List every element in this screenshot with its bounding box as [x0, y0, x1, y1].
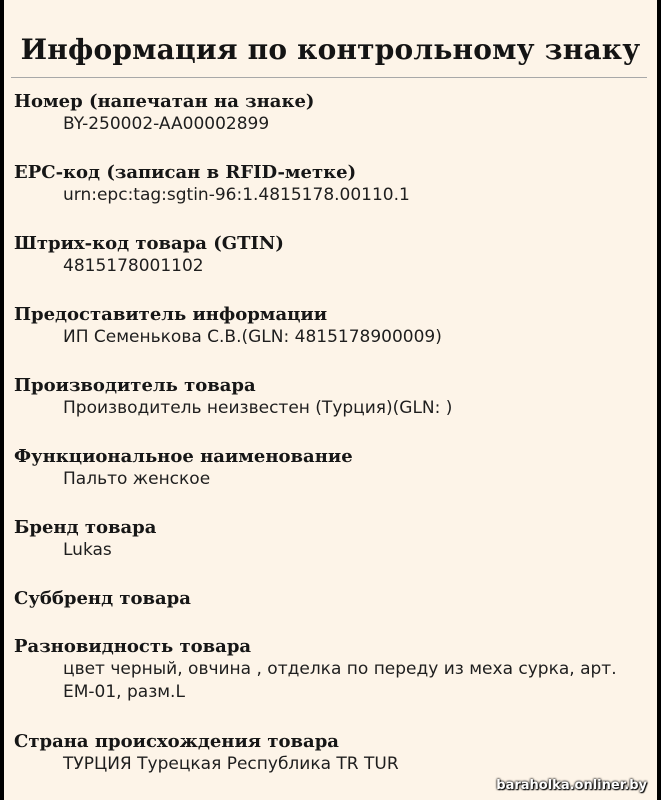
- field-product-variant: [14, 635, 654, 704]
- field-label: Бренд товара: [14, 517, 157, 538]
- field-value[interactable]: 4815178001102: [63, 256, 204, 276]
- field-label: Функциональное наименование: [14, 446, 353, 467]
- site-watermark: baraholka.onliner.by: [496, 778, 647, 793]
- sign-info-page: [4, 0, 657, 800]
- field-label: Предоставитель информации: [14, 304, 328, 325]
- field-manufacturer: [14, 374, 654, 420]
- field-value[interactable]: ТУРЦИЯ Турецкая Республика TR TUR: [63, 754, 399, 774]
- field-label: Производитель товара: [14, 375, 256, 396]
- field-subbrand: [14, 587, 654, 610]
- field-label: Суббренд товара: [14, 588, 191, 609]
- field-label: Штрих-код товара (GTIN): [14, 233, 284, 254]
- field-value[interactable]: цвет черный, овчина , отделка по переду из меха сурка, арт. EM-01, разм.L: [63, 659, 617, 702]
- page-title: Информация по контрольному знаку: [20, 33, 641, 66]
- field-value[interactable]: Пальто женское: [63, 469, 211, 489]
- field-value[interactable]: Lukas: [63, 540, 112, 560]
- field-info-provider: [14, 303, 654, 349]
- title-divider: [11, 77, 647, 78]
- field-label: Разновидность товара: [14, 636, 252, 657]
- field-epc-code: [14, 161, 654, 207]
- field-value[interactable]: ИП Семенькова С.В.(GLN: 4815178900009): [63, 327, 442, 347]
- field-value[interactable]: urn:epc:tag:sgtin-96:1.4815178.00110.1: [63, 185, 410, 205]
- field-label: Страна происхождения товара: [14, 731, 339, 752]
- field-label: EPC-код (записан в RFID-метке): [14, 162, 357, 183]
- field-sign-number: [14, 90, 654, 136]
- field-value[interactable]: Производитель неизвестен (Турция)(GLN: ): [63, 398, 453, 418]
- field-brand: [14, 516, 654, 562]
- field-gtin: [14, 232, 654, 278]
- field-functional-name: [14, 445, 654, 491]
- field-value[interactable]: BY-250002-AA00002899: [63, 114, 270, 134]
- field-country-of-origin: [14, 730, 654, 776]
- field-label: Номер (напечатан на знаке): [14, 91, 315, 112]
